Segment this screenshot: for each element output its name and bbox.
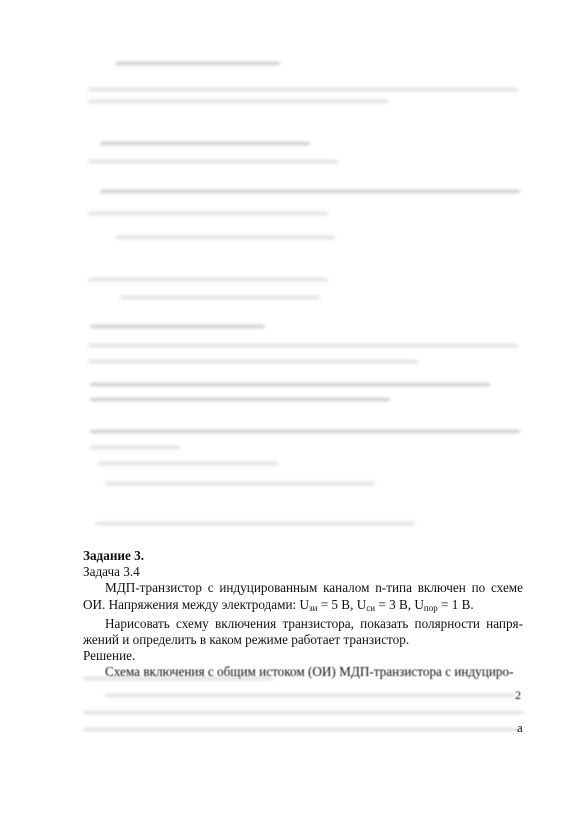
tail-fragment-1: 2: [515, 688, 521, 702]
task-text-block: [83, 548, 523, 681]
tail-fragment-2: а: [517, 720, 523, 735]
task-instruction-line-2: жений и определить в каком режиме работает транзистор.: [83, 632, 410, 648]
solution-first-line: Схема включения с общим истоком (ОИ) МДП-транзистора с индуциро-: [105, 664, 514, 680]
section-title: Задание 3.: [83, 548, 145, 563]
task-condition-line-2: ОИ. Напряжения между электродами: $U_{зи} = 5$ В, $U_{си} = 3$ В, $U_{пор} = 1$ В.: [83, 596, 474, 613]
task-label: Задача 3.4: [83, 564, 140, 580]
solution-label: Решение.: [83, 648, 136, 664]
task-condition-line-1: МДП-транзистор с индуцированным каналом n-типа включен по схеме: [105, 580, 523, 596]
task-instruction-line-1: Нарисовать схему включения транзистора, показать полярности напря-: [105, 615, 523, 631]
